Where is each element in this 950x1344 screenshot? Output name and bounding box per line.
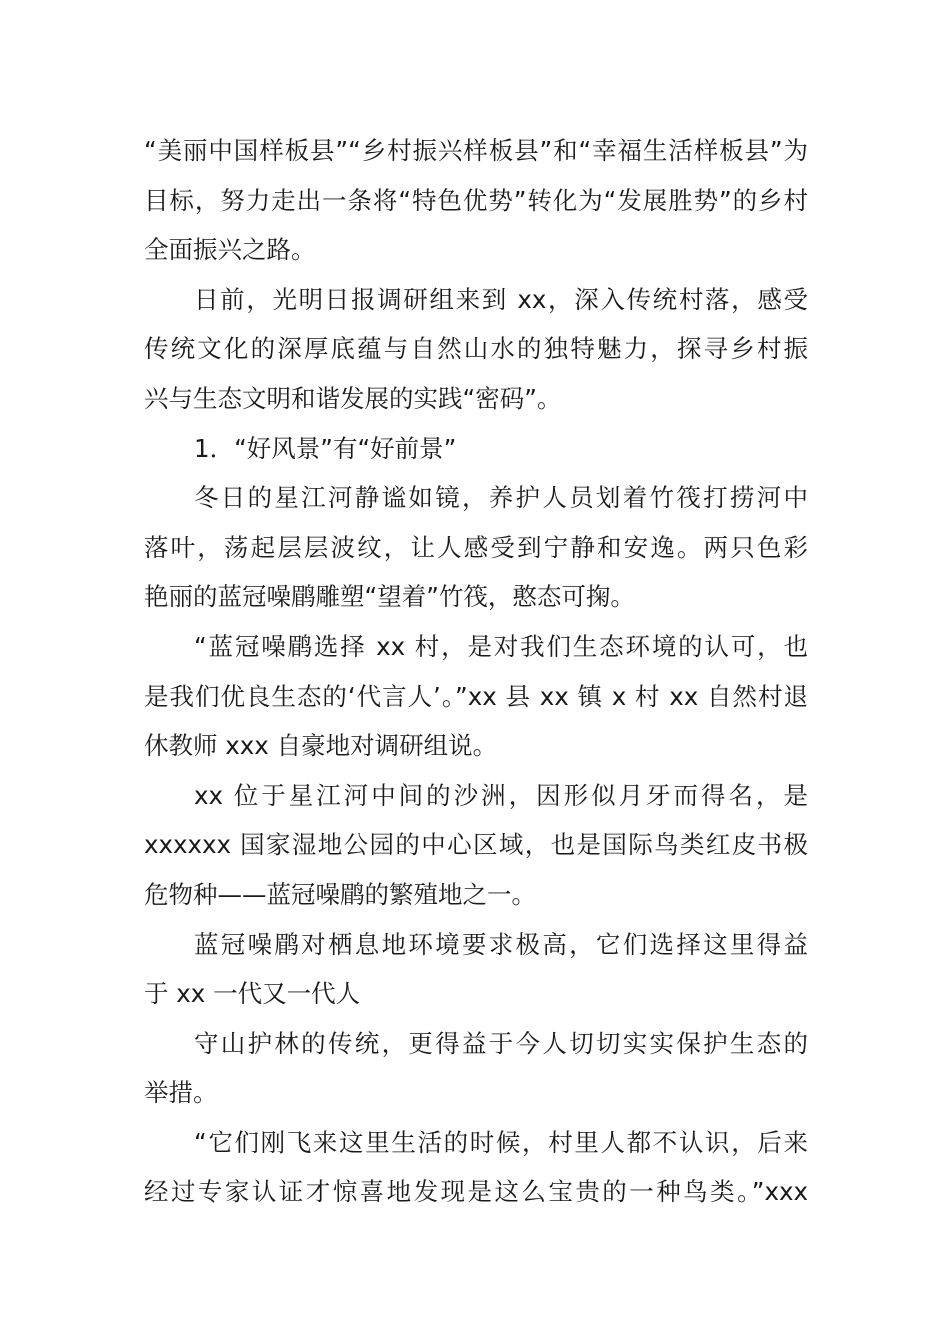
text-line: 目标，努力走出一条将“特色优势”转化为“发展胜势”的乡村 [144,185,808,215]
paragraph [144,771,808,920]
text-line: 传统文化的深厚底蕴与自然山水的独特魅力，探寻乡村振 [144,334,808,364]
text-line: “美丽中国样板县”“乡村振兴样板县”和“幸福生活样板县”为 [144,136,808,165]
text-line: 兴与生态文明和谐发展的实践“密码”。 [144,383,562,413]
text-line: 艳丽的蓝冠噪鹛雕塑“望着”竹筏，憨态可掬。 [144,582,635,612]
text-line: 冬日的星江河静谧如镜，养护人员划着竹筏打捞河中 [194,483,808,513]
section-heading [144,424,808,474]
text-line: xx 位于星江河中间的沙洲，因形似月牙而得名，是 [194,780,808,810]
text-line: “蓝冠噪鹛选择 xx 村，是对我们生态环境的认可，也 [194,631,808,661]
text-line: 经过专家认证才惊喜地发现是这么宝贵的一种鸟类。”xxx [144,1177,808,1207]
body-text [144,126,808,1217]
text-line: 蓝冠噪鹛对栖息地环境要求极高，它们选择这里得益 [194,929,808,959]
text-line: 日前，光明日报调研组来到 xx，深入传统村落，感受 [194,284,808,314]
text-line: 全面振兴之路。 [144,235,316,265]
paragraph [144,622,808,771]
text-line: 是我们优良生态的‘代言人’。”xx 县 xx 镇 x 村 xx 自然村退 [144,681,808,711]
heading-line: 1．“好风景”有“好前景” [194,433,457,463]
text-line: xxxxxx 国家湿地公园的中心区域，也是国际鸟类红皮书极 [144,830,808,860]
text-line: 守山护林的传统，更得益于今人切切实实保护生态的 [194,1028,808,1058]
text-line: “它们刚飞来这里生活的时候，村里人都不认识，后来 [194,1127,808,1157]
text-line: 于 xx 一代又一代人 [144,979,361,1009]
paragraph [144,275,808,424]
paragraph [144,1019,808,1118]
paragraph [144,126,808,275]
paragraph [144,920,808,1019]
text-line: 举措。 [144,1078,218,1108]
paragraph [144,1118,808,1217]
text-line: 危物种——蓝冠噪鹛的繁殖地之一。 [144,879,536,909]
text-line: 落叶，荡起层层波纹，让人感受到宁静和安逸。两只色彩 [144,532,808,562]
paragraph [144,473,808,622]
text-line: 休教师 xxx 自豪地对调研组说。 [144,731,498,761]
